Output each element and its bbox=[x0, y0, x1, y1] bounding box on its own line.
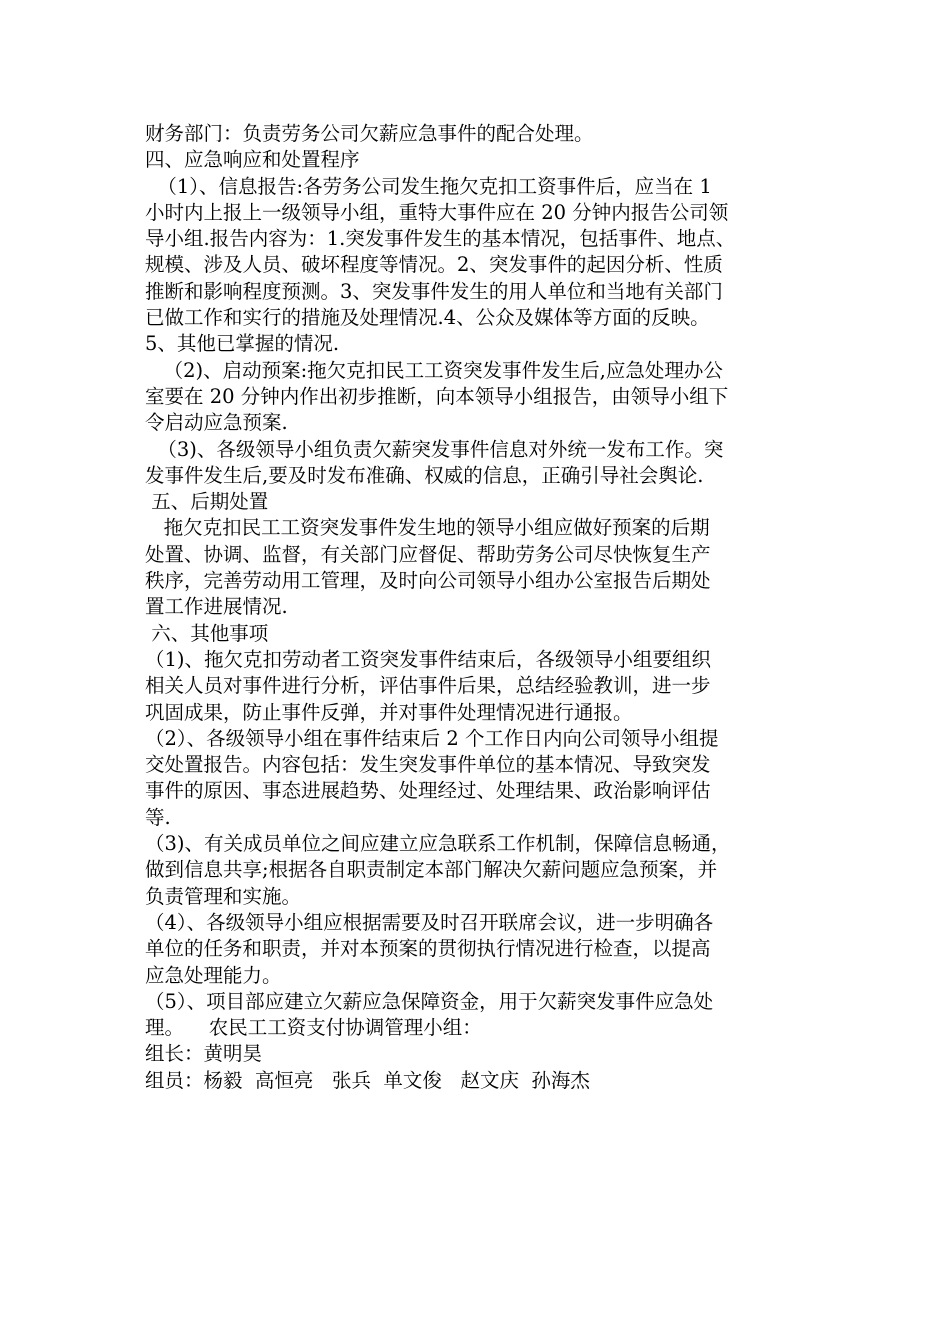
text-line: 组员：杨毅 高恒亮 张兵 单文俊 赵文庆 孙海杰 bbox=[145, 1068, 590, 1092]
text-line: （4）、各级领导小组应根据需要及时召开联席会议，进一步明确各 bbox=[145, 910, 714, 934]
text-line: （2)、启动预案:拖欠克扣民工工资突发事件发生后,应急处理办公 bbox=[145, 358, 723, 382]
text-line: 发事件发生后,要及时发布准确、权威的信息，正确引导社会舆论. bbox=[145, 463, 704, 487]
text-line: （1）、信息报告:各劳务公司发生拖欠克扣工资事件后，应当在 1 bbox=[145, 174, 712, 198]
text-line: （2）、各级领导小组在事件结束后 2 个工作日内向公司领导小组提 bbox=[145, 726, 719, 750]
text-line: （1)、拖欠克扣劳动者工资突发事件结束后，各级领导小组要组织 bbox=[145, 647, 712, 671]
text-line: 规模、涉及人员、破坏程度等情况。2、突发事件的起因分析、性质 bbox=[145, 253, 723, 277]
text-line: 推断和影响程度预测。3、突发事件发生的用人单位和当地有关部门 bbox=[145, 279, 723, 303]
text-line: （5）、项目部应建立欠薪应急保障资金，用于欠薪突发事件应急处 bbox=[145, 989, 714, 1013]
text-line: 五、后期处置 bbox=[145, 490, 269, 514]
text-line: 置工作进展情况. bbox=[145, 595, 288, 619]
text-line: 已做工作和实行的措施及处理情况.4、公众及媒体等方面的反映。 bbox=[145, 306, 710, 330]
text-line: 事件的原因、事态进展趋势、处理经过、处理结果、政治影响评估 bbox=[145, 779, 711, 803]
text-line: 六、其他事项 bbox=[145, 621, 269, 645]
text-line: 组长：黄明昊 bbox=[145, 1042, 263, 1066]
text-line: 令启动应急预案. bbox=[145, 411, 288, 435]
text-line: 应急处理能力。 bbox=[145, 963, 282, 987]
text-line: 交处置报告。内容包括：发生突发事件单位的基本情况、导致突发 bbox=[145, 753, 711, 777]
text-line: 负责管理和实施。 bbox=[145, 884, 302, 908]
text-line: 等. bbox=[145, 805, 171, 829]
text-line: 室要在 20 分钟内作出初步推断，向本领导小组报告，由领导小组下 bbox=[145, 384, 729, 408]
text-line: 财务部门：负责劳务公司欠薪应急事件的配合处理。 bbox=[145, 122, 594, 145]
text-line: 巩固成果，防止事件反弹，并对事件处理情况进行通报。 bbox=[145, 700, 633, 724]
text-line: （3)、有关成员单位之间应建立应急联系工作机制，保障信息畅通， bbox=[145, 832, 731, 856]
text-line: 秩序，完善劳动用工管理，及时向公司领导小组办公室报告后期处 bbox=[145, 569, 711, 593]
text-line: 单位的任务和职责，并对本预案的贯彻执行情况进行检查，以提高 bbox=[145, 937, 711, 961]
text-line: 拖欠克扣民工工资突发事件发生地的领导小组应做好预案的后期 bbox=[145, 516, 710, 540]
text-line: （3)、各级领导小组负责欠薪突发事件信息对外统一发布工作。突 bbox=[145, 437, 724, 461]
text-line: 理。 农民工工资支付协调管理小组： bbox=[145, 1016, 482, 1040]
text-line: 处置、协调、监督，有关部门应督促、帮助劳务公司尽快恢复生产 bbox=[145, 542, 711, 566]
text-line: 5、其他已掌握的情况. bbox=[145, 332, 340, 356]
text-line: 做到信息共享;根据各自职责制定本部门解决欠薪问题应急预案，并 bbox=[145, 858, 718, 882]
text-line: 相关人员对事件进行分析，评估事件后果，总结经验教训，进一步 bbox=[145, 674, 711, 698]
text-line: 四、应急响应和处置程序 bbox=[145, 148, 360, 172]
text-line: 小时内上报上一级领导小组，重特大事件应在 20 分钟内报告公司领 bbox=[145, 200, 729, 224]
document-body bbox=[145, 121, 845, 1094]
text-line: 导小组.报告内容为：1.突发事件发生的基本情况，包括事件、地点、 bbox=[145, 227, 736, 251]
